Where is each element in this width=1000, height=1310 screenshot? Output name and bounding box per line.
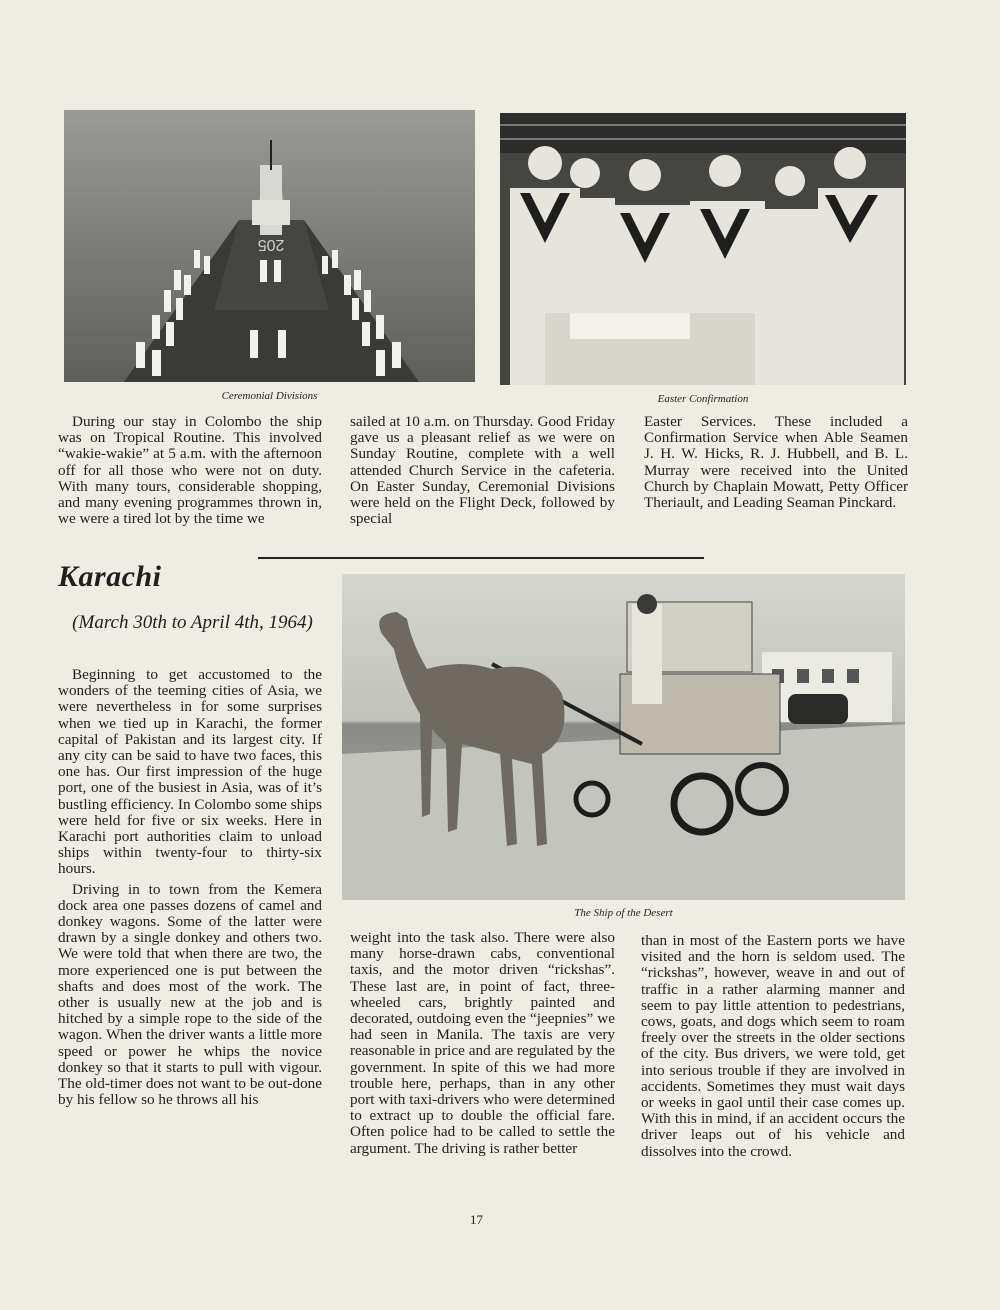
caption-ceremonial-divisions: Ceremonial Divisions <box>221 390 318 402</box>
karachi-paragraph-4: than in most of the Eastern ports we have visited and the horn is seldom used. The “rickshas”, however, weave in and out of traffic in a rather alarming manner and seem to pay little attention to pedestrians, cows, goats, and dogs which seem to roam freely over the streets in the older sections of the city. Bus drivers, we were told, get into serious trouble if they are involved in accidents. Sometimes they must wait days or weeks in gaol until their case comes up. With this in mind, if an accident occurs the driver leaps out of his vehicle and dissolves into the crowd. <box>641 932 905 1160</box>
karachi-paragraph-3: weight into the task also. There were also many horse-drawn cabs, conventional taxis, and the motor driven “rickshas”. These last are, in point of fact, three-wheeled cars, brightly painted and decorated, outdoing even the “jeepnies” we had seen in Manila. The taxis are very reasonable in price and are regulated by the government. In spite of this we had more trouble here, perhaps, than in any other port with taxi-drivers who were determined to extract up to double the official fare. Often police had to be called to settle the argument. The driving is rather better <box>350 929 615 1157</box>
karachi-column-1 <box>58 667 322 1108</box>
section-dates: (March 30th to April 4th, 1964) <box>72 612 313 633</box>
caption-ship-of-the-desert: The Ship of the Desert <box>574 907 673 919</box>
photo-ship-of-the-desert <box>342 574 905 900</box>
colombo-column-3 <box>644 414 908 511</box>
photo-ceremonial-divisions <box>64 110 475 382</box>
colombo-paragraph-2: sailed at 10 a.m. on Thursday. Good Friday gave us a pleasant relief as we were on Sunday Routine, complete with a well attended Church Service in the cafeteria. On Easter Sunday, Ceremonial Divisions were held on the Flight Deck, followed by special <box>350 413 615 528</box>
colombo-column-2 <box>350 414 615 527</box>
caption-easter-confirmation: Easter Confirmation <box>657 393 749 405</box>
karachi-column-3 <box>641 933 905 1160</box>
camel-cart-illustration <box>342 574 905 900</box>
section-title-karachi: Karachi <box>58 560 162 593</box>
hull-number: 205 <box>257 236 285 253</box>
colombo-paragraph-3: Easter Services. These included a Confirmation Service when Able Seamen J. H. W. Hicks, R. J. Hubbell, and B. L. Murray were received into the United Church by Chaplain Mowatt, Petty Officer Theriault, and Leading Seaman Pinckard. <box>644 413 908 512</box>
photo-easter-confirmation <box>500 113 906 385</box>
colombo-column-1 <box>58 414 322 527</box>
flight-deck-illustration <box>64 110 475 382</box>
karachi-paragraph-2: Driving in to town from the Kemera dock area one passes dozens of camel and donkey wagons. Some of the latter were drawn by a single donkey and others two. We were told that when there are two, the more experienced one is put between the shafts and does most of the work. The other is usually new at the job and is hitched by a simple rope to the side of the wagon. When the driver wants a little more speed or power he whips the novice donkey so that it starts to pull with vigour. The old-timer does not want to be out-done by his fellow so he throws all his <box>58 880 322 1109</box>
page-number: 17 <box>470 1212 483 1227</box>
karachi-column-2 <box>350 930 615 1157</box>
section-divider <box>258 557 704 559</box>
karachi-paragraph-1: Beginning to get accustomed to the wonders of the teeming cities of Asia, we were nevertheless in for some surprises when we tied up in Karachi, the former capital of Pakistan and its largest city. If any city can be said to have two faces, this one has. Our first impression of the huge port, one of the busiest in Asia, was of it’s bustling efficiency. In Colombo some ships were held for five or six weeks. Here in Karachi port authorities claim to unload ships within twenty-four to thirty-six hours. <box>58 666 322 878</box>
sailors-illustration <box>500 113 906 385</box>
colombo-paragraph-1: During our stay in Colombo the ship was on Tropical Routine. This involved “wakie-wakie” at 5 a.m. with the afternoon off for all those who were not on duty. With many tours, considerable shopping, and many evening programmes thrown in, we were a tired lot by the time we <box>58 413 322 528</box>
